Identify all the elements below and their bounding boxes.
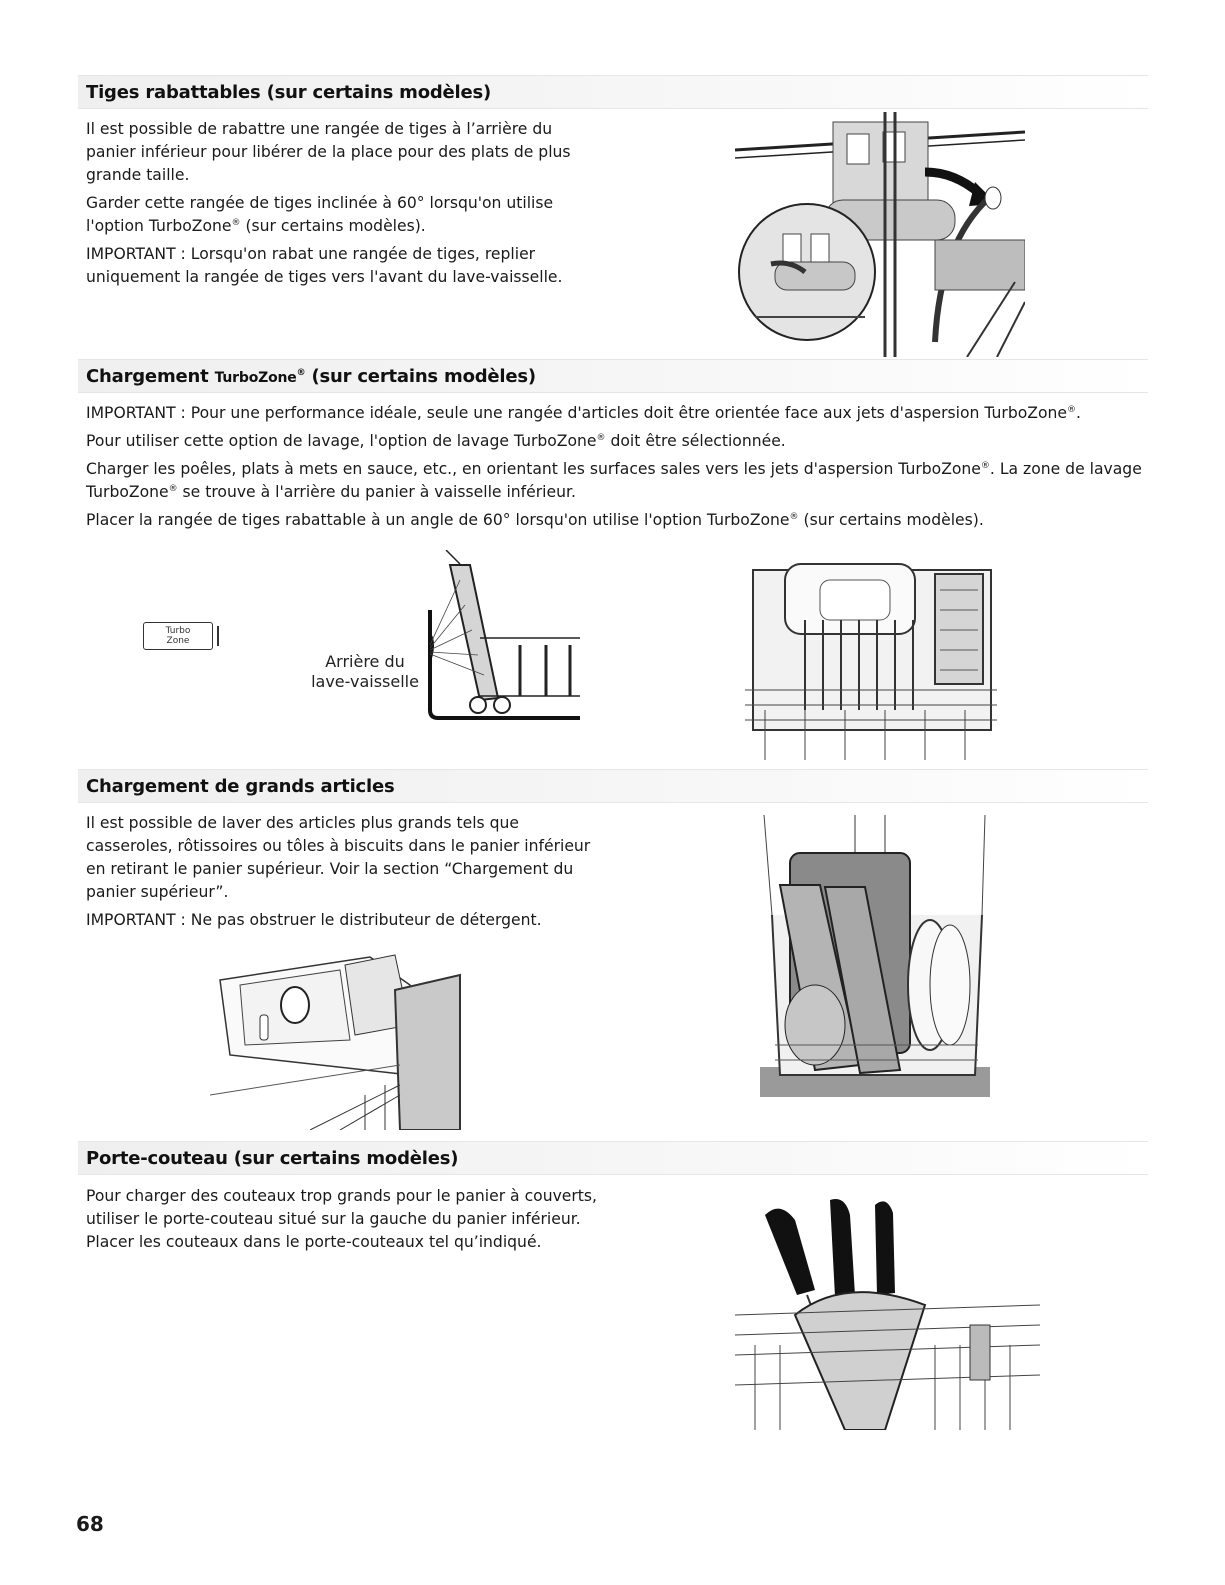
tines-paragraph-2: Garder cette rangée de tiges inclinée à 60° lorsqu'on utilise l'option TurboZone® (sur certains modèles). (86, 194, 554, 235)
large-items-rack-illustration (760, 815, 990, 1097)
turbozone-button-icon (143, 622, 213, 650)
knife-holder-paragraph-1: Pour charger des couteaux trop grands pour le panier à couverts, utiliser le porte-couteau situé sur la gauche du panier inférieur. Placer les couteaux dans le porte-couteaux tel qu’indiqué. (86, 1187, 597, 1251)
section-title-large-items: Chargement de grands articles (86, 776, 395, 797)
lower-rack-turbozone-illustration (745, 560, 997, 760)
tines-paragraph-1: Il est possible de rabattre une rangée de tiges à l’arrière du panier inférieur pour libérer de la place pour des plats de plus grande taille. (86, 120, 571, 184)
tines-text (86, 118, 606, 294)
section-title-knife-holder: Porte-couteau (sur certains modèles) (86, 1148, 459, 1169)
turbozone-paragraph-3: Charger les poêles, plats à mets en sauce, etc., en orientant les surfaces sales vers les jets d'aspersion TurboZone®. La zone de lavage TurboZone® se trouve à l'arrière du panier à vaisselle inférieur. (86, 460, 1142, 501)
turbozone-paragraph-4: Placer la rangée de tiges rabattable à un angle de 60° lorsqu'on utilise l'option TurboZone® (sur certains modèles). (86, 511, 984, 529)
section-header-tines (78, 75, 1148, 109)
tines-paragraph-3: IMPORTANT : Lorsqu'on rabat une rangée de tiges, replier uniquement la rangée de tiges vers l'avant du lave-vaisselle. (86, 245, 563, 286)
turbozone-paragraph-2: Pour utiliser cette option de lavage, l'option de lavage TurboZone® doit être sélectionnée. (86, 432, 786, 450)
folding-tines-illustration (735, 112, 1025, 357)
section-header-turbozone (78, 359, 1148, 393)
large-items-text (86, 812, 606, 937)
large-items-paragraph-1: Il est possible de laver des articles plus grands tels que casseroles, rôtissoires ou tôles à biscuits dans le panier inférieur en retirant le panier supérieur. Voir la section “Chargement du panier supérieur”. (86, 814, 591, 901)
turbozone-button-line-1: Turbo (165, 626, 191, 636)
section-title-tines: Tiges rabattables (sur certains modèles) (86, 82, 492, 103)
section-title-turbozone: Chargement TurboZone® (sur certains modèles) (86, 366, 536, 387)
detergent-dispenser-illustration (210, 945, 470, 1130)
turbozone-spray-diagram (420, 550, 580, 725)
turbozone-button-line-2: Zone (166, 636, 190, 646)
large-items-paragraph-2: IMPORTANT : Ne pas obstruer le distributeur de détergent. (86, 911, 542, 929)
page-number: 68 (76, 1512, 104, 1536)
turbozone-paragraph-1: IMPORTANT : Pour une performance idéale, seule une rangée d'articles doit être orientée face aux jets d'aspersion TurboZone®. (86, 404, 1081, 422)
turbozone-text (86, 402, 1156, 537)
knife-holder-text (86, 1185, 606, 1259)
section-header-knife-holder (78, 1141, 1148, 1175)
knife-holder-illustration (735, 1195, 1040, 1430)
section-header-large-items (78, 769, 1148, 803)
label-dishwasher-back: Arrière du lave-vaisselle (311, 652, 419, 691)
